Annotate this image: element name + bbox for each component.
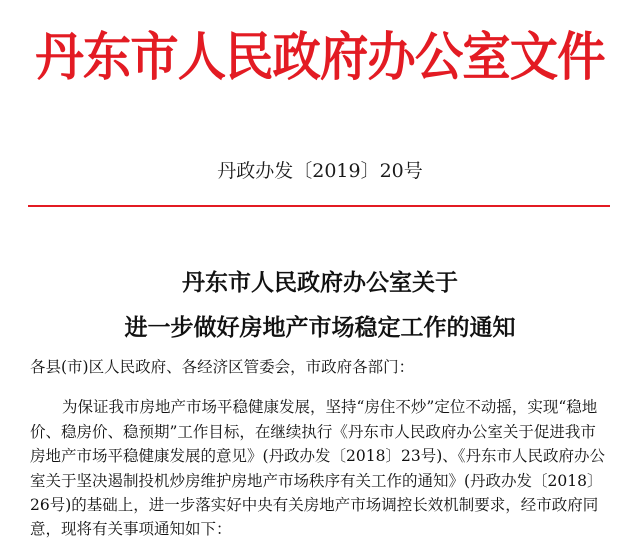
body-text-line: 意，现将有关事项通知如下：	[30, 520, 232, 538]
notice-title-line-1: 丹东市人民政府办公室关于	[182, 269, 458, 296]
red-divider-line	[28, 205, 610, 207]
notice-title-line-2: 进一步做好房地产市场稳定工作的通知	[124, 314, 516, 341]
body-text-line: 26号)的基础上，进一步落实好中央有关房地产市场调控长效机制要求，经市政府同	[30, 496, 599, 514]
document-number: 丹政办发〔2019〕20号	[217, 160, 423, 182]
body-text-line: 为保证我市房地产市场平稳健康发展，坚持“房住不炒”定位不动摇，实现“稳地	[62, 398, 598, 416]
addressee: 各县(市)区人民政府、各经济区管委会，市政府各部门：	[30, 358, 415, 376]
issuer-banner: 丹东市人民政府办公室文件	[35, 27, 605, 88]
body-text-line: 房地产市场平稳健康发展的意见》(丹政办发〔2018〕23号)、《丹东市人民政府办公	[30, 447, 606, 465]
body-text-line: 室关于坚决遏制投机炒房维护房地产市场秩序有关工作的通知》(丹政办发〔2018〕	[30, 472, 603, 490]
body-text-line: 价、稳房价、稳预期”工作目标，在继续执行《丹东市人民政府办公室关于促进我市	[30, 423, 596, 441]
